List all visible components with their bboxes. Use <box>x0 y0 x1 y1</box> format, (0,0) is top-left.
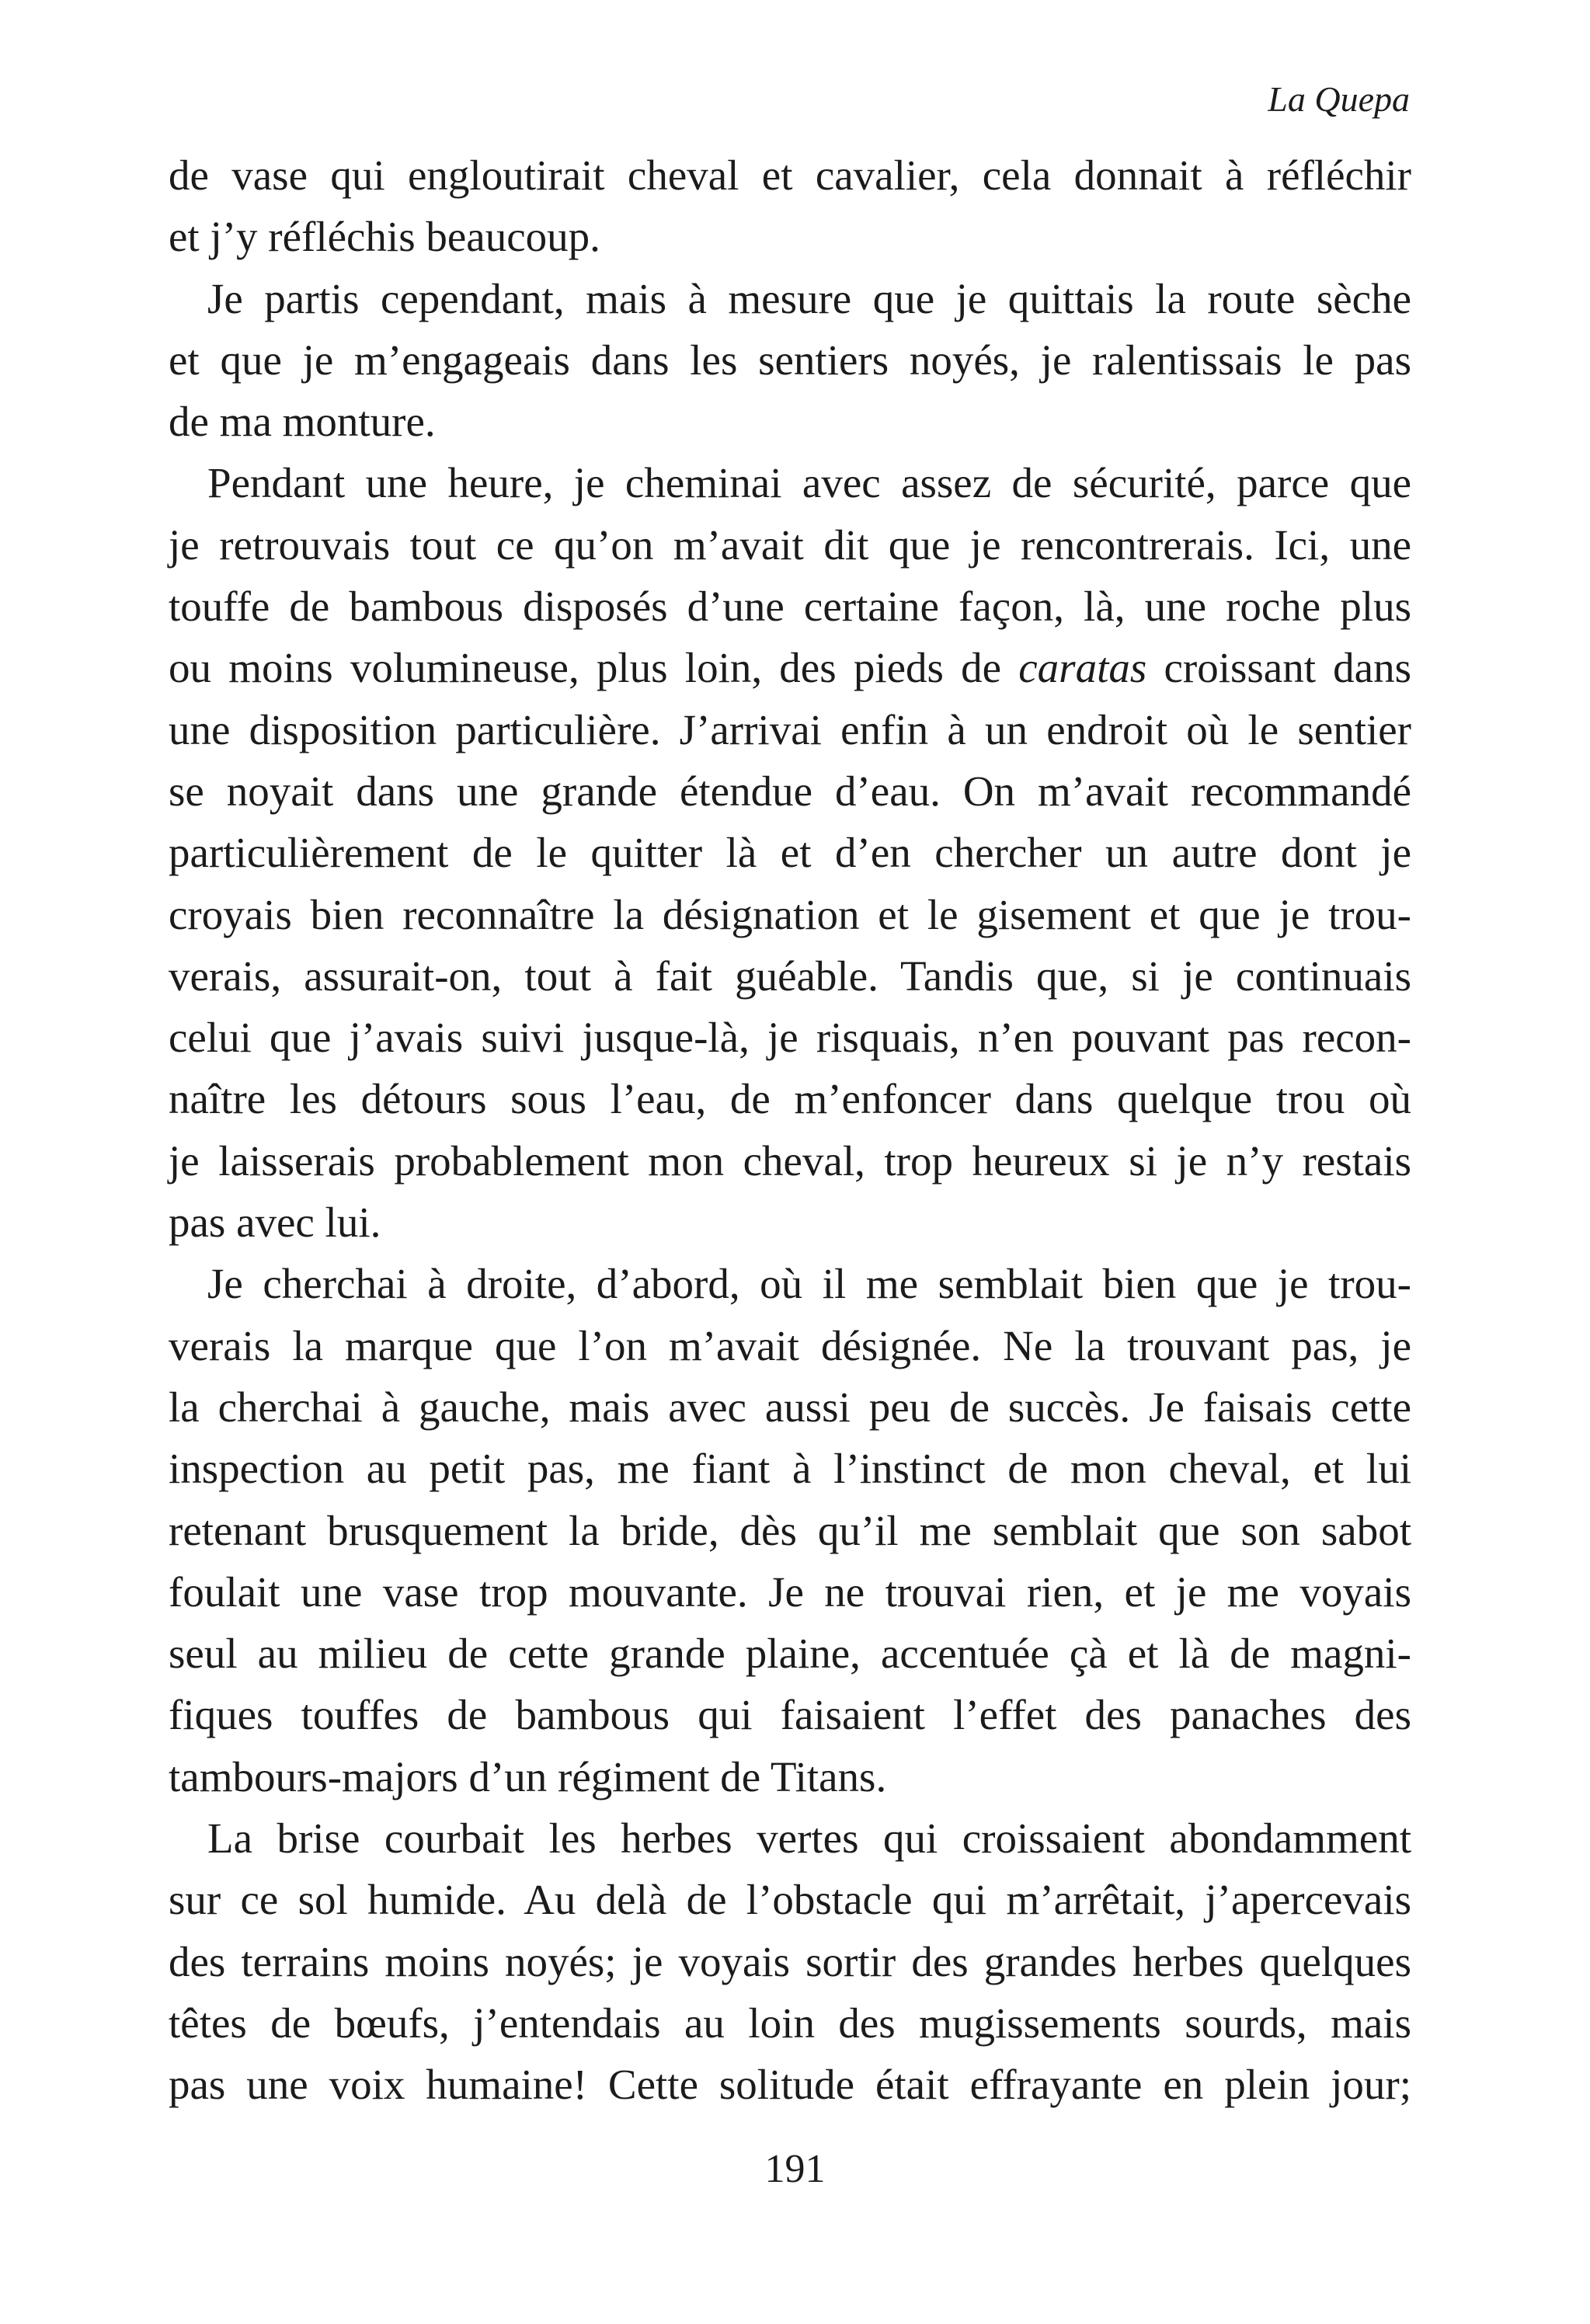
text-line: foulait une vase trop mouvante. Je ne trouvai rien, et je me voyais <box>169 1567 1411 1616</box>
page-number: 191 <box>764 2147 826 2191</box>
text-line: touffe de bambous disposés d’une certaine façon, là, une roche plus <box>169 583 1411 631</box>
text-line: verais, assurait-on, tout à fait guéable. Tandis que, si je continuais <box>169 952 1411 1000</box>
text-line: je retrouvais tout ce qu’on m’avait dit que je rencontrerais. Ici, une <box>169 520 1411 569</box>
text-line: Je partis cependant, mais à mesure que je quittais la route sèche <box>207 274 1411 322</box>
text-line: naître les détours sous l’eau, de m’enfoncer dans quelque trou où <box>169 1075 1411 1123</box>
text-line: je laisserais probablement mon cheval, trop heureux si je n’y restais <box>169 1136 1411 1185</box>
text-line: de ma monture. <box>169 398 436 446</box>
text-line: Pendant une heure, je cheminai avec assez de sécurité, parce que <box>207 459 1411 507</box>
text-line: croyais bien reconnaître la désignation et le gisement et que je trou- <box>169 890 1411 938</box>
text-line: celui que j’avais suivi jusque-là, je risquais, n’en pouvant pas recon- <box>169 1014 1411 1062</box>
text-line: de vase qui engloutirait cheval et cavalier, cela donnait à réfléchir <box>169 151 1411 199</box>
text-line: seul au milieu de cette grande plaine, accentuée çà et là de magni- <box>169 1630 1411 1678</box>
text-line: pas une voix humaine! Cette solitude était effrayante en plein jour; <box>169 2061 1411 2109</box>
body-text <box>169 144 1411 2116</box>
text-line: sur ce sol humide. Au delà de l’obstacle qui m’arrêtait, j’apercevais <box>169 1876 1411 1924</box>
text-line: particulièrement de le quitter là et d’en chercher un autre dont je <box>169 829 1411 877</box>
text-line: têtes de bœufs, j’entendais au loin des mugissements sourds, mais <box>169 1999 1411 2047</box>
italic-term: caratas <box>1018 644 1147 692</box>
text-line: une disposition particulière. J’arrivai enfin à un endroit où le sentier <box>169 705 1411 753</box>
text-line: retenant brusquement la bride, dès qu’il me semblait que son sabot <box>169 1506 1411 1554</box>
text-line: inspection au petit pas, me fiant à l’instinct de mon cheval, et lui <box>169 1445 1411 1493</box>
text-line: pas avec lui. <box>169 1199 381 1247</box>
running-head-title: La Quepa <box>1268 79 1410 119</box>
text-line: La brise courbait les herbes vertes qui croissaient abondamment <box>207 1814 1411 1863</box>
text-line: et que je m’engageais dans les sentiers noyés, je ralentissais le pas <box>169 336 1411 384</box>
text-line: Je cherchai à droite, d’abord, où il me semblait bien que je trou- <box>207 1260 1411 1308</box>
text-line: fiques touffes de bambous qui faisaient l’effet des panaches des <box>169 1691 1411 1739</box>
text-line: tambours-majors d’un régiment de Titans. <box>169 1752 887 1800</box>
text-span: croissant dans <box>1146 644 1412 692</box>
text-line: des terrains moins noyés; je voyais sortir des grandes herbes quelques <box>169 1937 1411 1985</box>
text-line: se noyait dans une grande étendue d’eau. On m’avait recommandé <box>169 767 1411 815</box>
text-line: verais la marque que l’on m’avait désignée. Ne la trouvant pas, je <box>169 1321 1411 1369</box>
text-line <box>169 637 1411 698</box>
text-line: et j’y réfléchis beaucoup. <box>169 213 600 261</box>
text-line: la cherchai à gauche, mais avec aussi peu de succès. Je faisais cette <box>169 1383 1411 1431</box>
text-span: ou moins volumineuse, plus loin, des pieds de <box>169 644 1019 692</box>
